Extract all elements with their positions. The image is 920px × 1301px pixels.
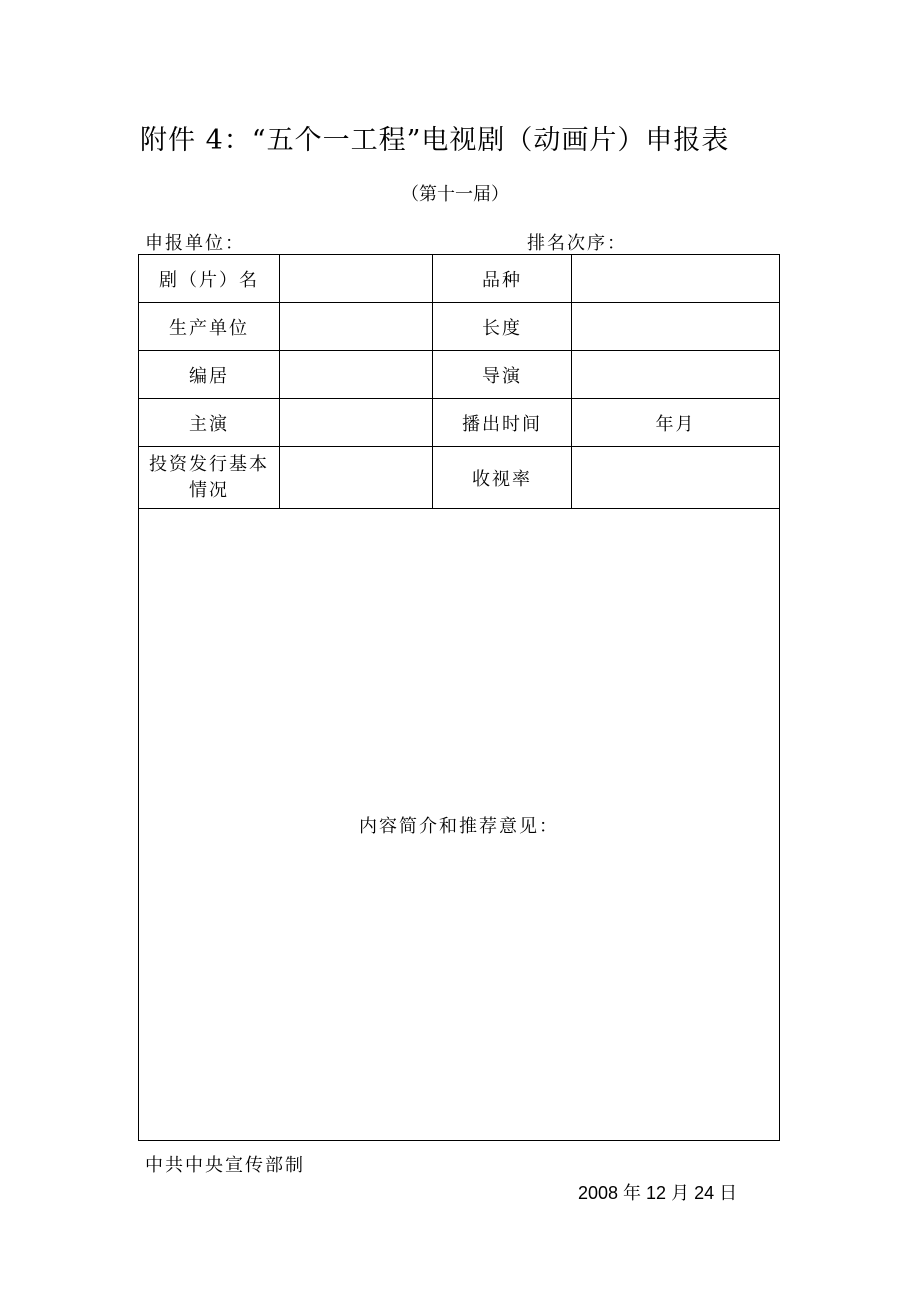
label-broadcast-time: 播出时间 bbox=[433, 399, 572, 447]
label-investment-line1: 投资发行基本 bbox=[149, 453, 269, 475]
field-ratings-value[interactable] bbox=[572, 447, 780, 509]
field-producer-value[interactable] bbox=[280, 303, 433, 351]
field-broadcast-time-value[interactable]: 年月 bbox=[572, 399, 780, 447]
field-director-value[interactable] bbox=[572, 351, 780, 399]
label-genre: 品种 bbox=[433, 255, 572, 303]
document-title: 附件 4：“五个一工程”电视剧（动画片）申报表 bbox=[140, 125, 730, 156]
label-introduction: 内容简介和推荐意见： bbox=[359, 815, 559, 837]
field-genre-value[interactable] bbox=[572, 255, 780, 303]
form-row-investment bbox=[139, 447, 780, 509]
label-writer: 编居 bbox=[139, 351, 280, 399]
document-subtitle: （第十一届） bbox=[401, 184, 509, 205]
label-length: 长度 bbox=[433, 303, 572, 351]
label-director: 导演 bbox=[433, 351, 572, 399]
applicant-unit-label: 申报单位： bbox=[145, 233, 245, 254]
form-row-cast bbox=[139, 399, 780, 447]
field-lead-actors-value[interactable] bbox=[280, 399, 433, 447]
label-investment-line2: 情况 bbox=[189, 479, 229, 501]
intro-cell[interactable] bbox=[139, 509, 780, 1141]
form-row-introduction bbox=[139, 509, 780, 1141]
field-length-value[interactable] bbox=[572, 303, 780, 351]
label-title: 剧（片）名 bbox=[139, 255, 280, 303]
form-row-title bbox=[139, 255, 780, 303]
label-lead-actors: 主演 bbox=[139, 399, 280, 447]
field-title-value[interactable] bbox=[280, 255, 433, 303]
label-producer: 生产单位 bbox=[139, 303, 280, 351]
issuer-label: 中共中央宣传部制 bbox=[145, 1155, 305, 1176]
rank-order-label: 排名次序： bbox=[527, 233, 627, 254]
label-ratings: 收视率 bbox=[433, 447, 572, 509]
form-row-writer bbox=[139, 351, 780, 399]
application-form-table bbox=[138, 254, 780, 1141]
label-investment bbox=[139, 447, 280, 509]
form-row-producer bbox=[139, 303, 780, 351]
field-writer-value[interactable] bbox=[280, 351, 433, 399]
issue-date: 2008 年 12 月 24 日 bbox=[578, 1183, 738, 1203]
field-investment-value[interactable] bbox=[280, 447, 433, 509]
